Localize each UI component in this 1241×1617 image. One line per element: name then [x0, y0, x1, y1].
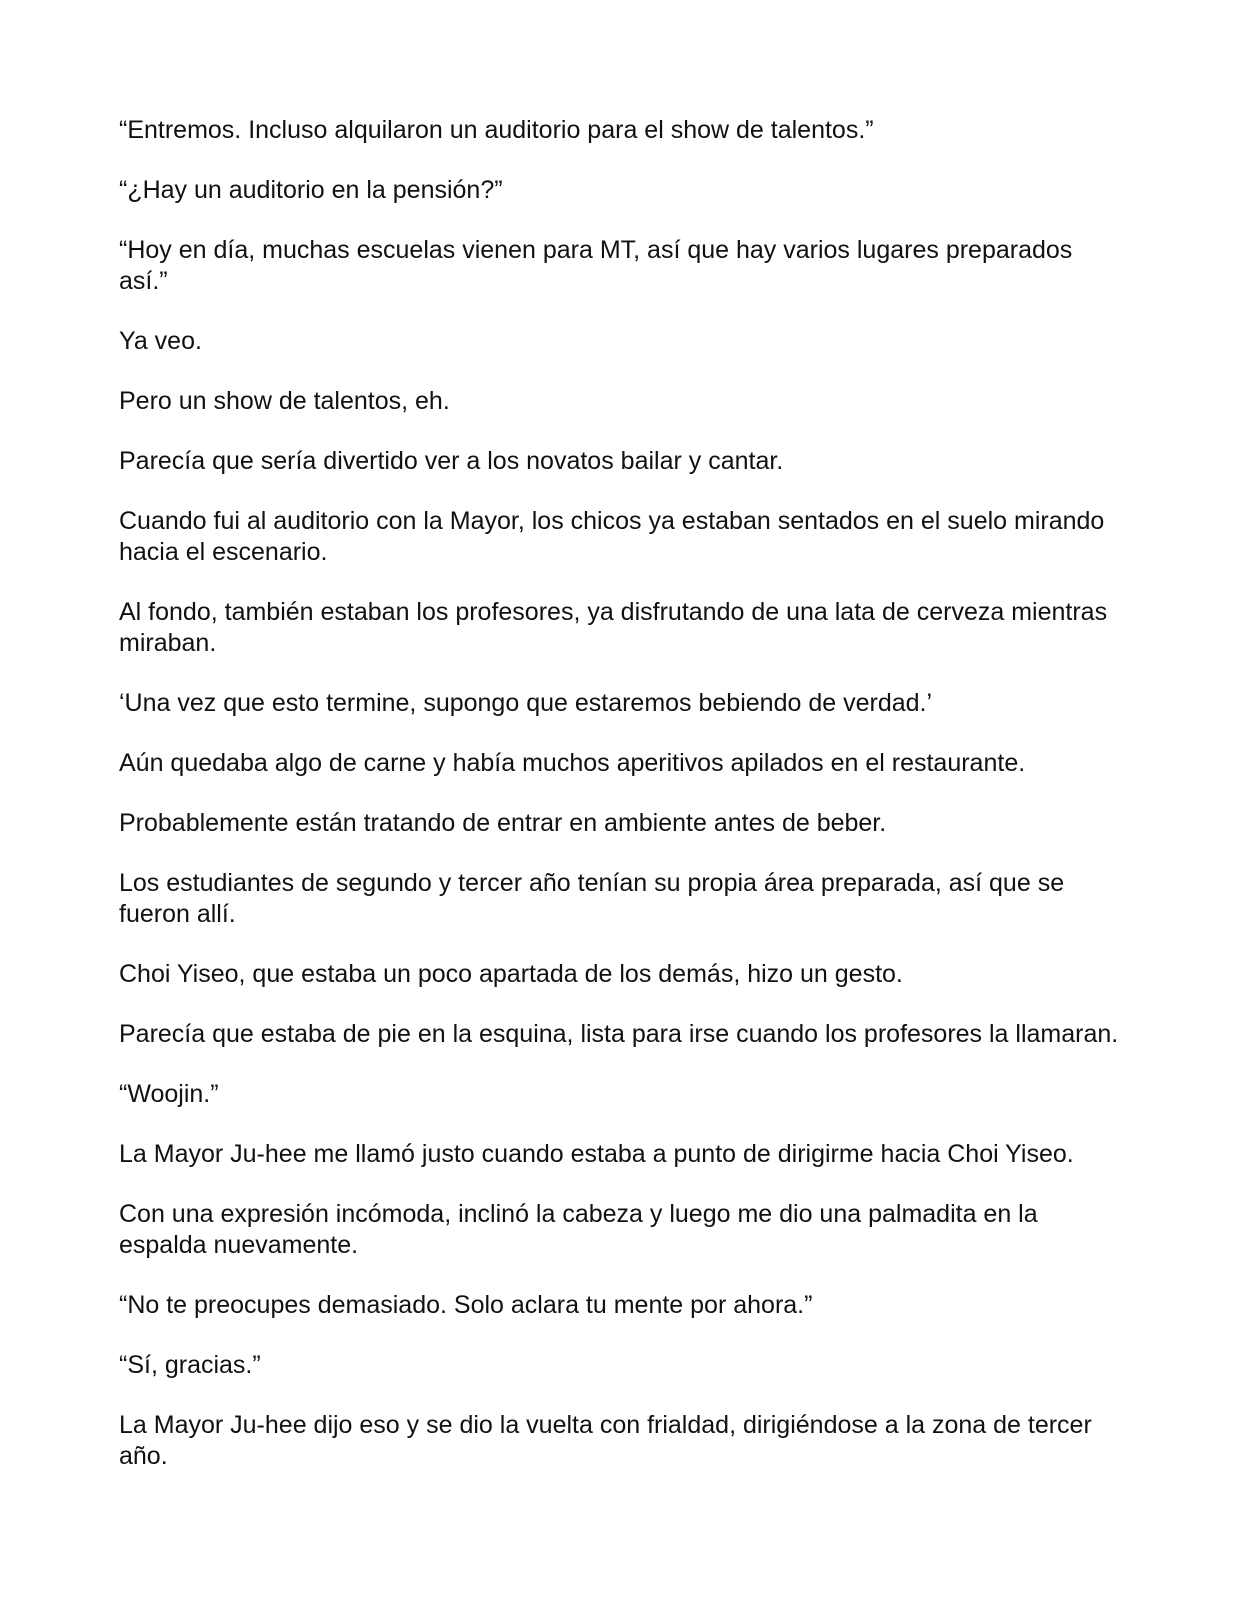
- paragraph: “Hoy en día, muchas escuelas vienen para MT, así que hay varios lugares preparados así.”: [119, 236, 1073, 295]
- document-body: [119, 115, 1119, 1501]
- paragraph: Aún quedaba algo de carne y había muchos aperitivos apilados en el restaurante.: [119, 749, 1026, 777]
- paragraph: “¿Hay un auditorio en la pensión?”: [119, 176, 503, 204]
- paragraph: Parecía que estaba de pie en la esquina, lista para irse cuando los profesores la llamaran.: [119, 1020, 1119, 1048]
- paragraph: Ya veo.: [119, 327, 202, 355]
- paragraph: Al fondo, también estaban los profesores, ya disfrutando de una lata de cerveza mientras miraban.: [119, 598, 1108, 657]
- paragraph: “Entremos. Incluso alquilaron un auditorio para el show de talentos.”: [119, 116, 874, 144]
- paragraph: Choi Yiseo, que estaba un poco apartada de los demás, hizo un gesto.: [119, 960, 903, 988]
- paragraph: Probablemente están tratando de entrar en ambiente antes de beber.: [119, 809, 887, 837]
- paragraph: Los estudiantes de segundo y tercer año tenían su propia área preparada, así que se fueron allí.: [119, 869, 1065, 928]
- paragraph: Con una expresión incómoda, inclinó la cabeza y luego me dio una palmadita en la espalda nuevamente.: [119, 1200, 1038, 1259]
- paragraph: Cuando fui al auditorio con la Mayor, los chicos ya estaban sentados en el suelo mirando hacia el escenario.: [119, 507, 1105, 566]
- paragraph: Pero un show de talentos, eh.: [119, 387, 450, 415]
- paragraph: ‘Una vez que esto termine, supongo que estaremos bebiendo de verdad.’: [119, 689, 933, 717]
- paragraph: La Mayor Ju-hee me llamó justo cuando estaba a punto de dirigirme hacia Choi Yiseo.: [119, 1140, 1074, 1168]
- paragraph: La Mayor Ju-hee dijo eso y se dio la vuelta con frialdad, dirigiéndose a la zona de tercer año.: [119, 1411, 1092, 1470]
- paragraph: “No te preocupes demasiado. Solo aclara tu mente por ahora.”: [119, 1291, 813, 1319]
- paragraph: “Sí, gracias.”: [119, 1351, 261, 1379]
- paragraph: “Woojin.”: [119, 1080, 219, 1108]
- paragraph: Parecía que sería divertido ver a los novatos bailar y cantar.: [119, 447, 784, 475]
